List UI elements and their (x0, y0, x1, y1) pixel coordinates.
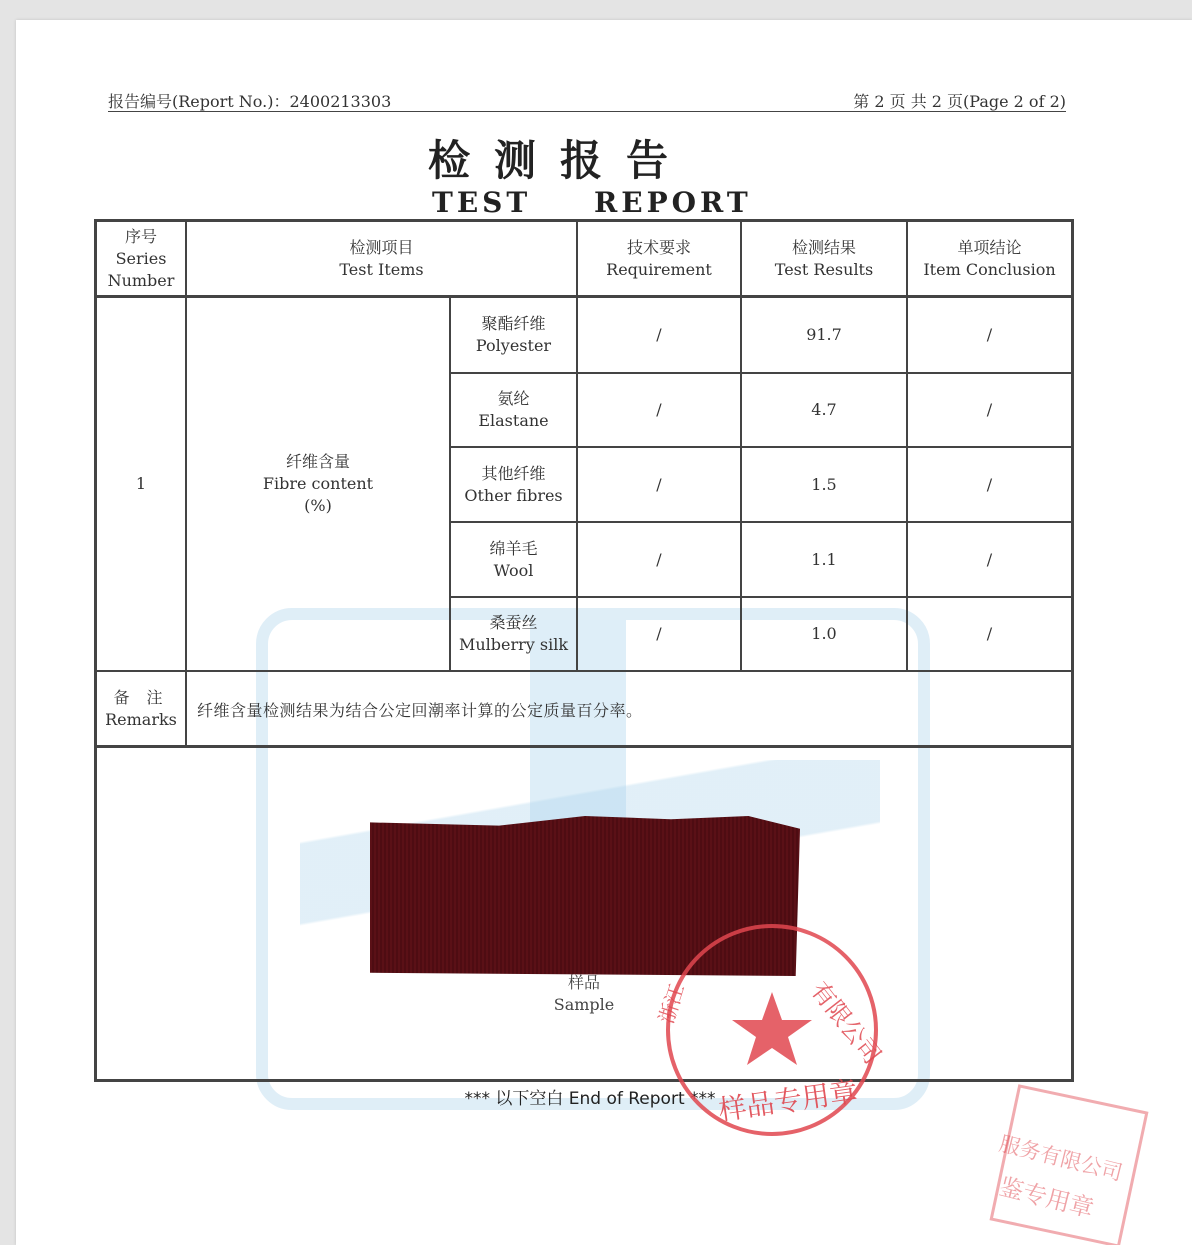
stamp-red-top-text: 有限公司 (805, 976, 887, 1070)
fibre-name-en: Polyester (475, 336, 552, 355)
fibre-name (451, 374, 576, 446)
fibre-name (451, 298, 576, 372)
header-series (97, 222, 185, 295)
header-conclusion (908, 222, 1071, 295)
fibre-name-cn: 氨纶 (497, 389, 530, 408)
header-items-en: Test Items (339, 259, 424, 279)
requirement-cell: / (656, 624, 662, 643)
fibre-name-cn: 桑蚕丝 (489, 613, 538, 632)
fibre-name-cn: 其他纤维 (481, 463, 546, 483)
fibre-name-en: Mulberry silk (458, 635, 569, 654)
requirement-cell: / (656, 474, 662, 494)
header-concl-cn: 单项结论 (957, 237, 1022, 257)
header-number-en: Number (107, 270, 175, 290)
remarks-label-cn: 备 注 (113, 687, 169, 707)
stamp-faint-top-text: 服务有限公司 (996, 1131, 1125, 1186)
fibre-name-cn: 聚酯纤维 (481, 314, 546, 333)
report-number: 报告编号(Report No.)：2400213303 (108, 92, 392, 111)
remarks-divider (94, 670, 1074, 672)
stamp-red-bottom-text: 样品专用章 (716, 1074, 860, 1127)
report-title-en-report: REPORT (594, 186, 752, 219)
sample-label-en: Sample (553, 995, 615, 1014)
conclusion-cell: / (986, 474, 993, 494)
sample-label (520, 972, 648, 1016)
result-cell: 1.0 (811, 624, 837, 643)
report-title-cn: 检测报告 (428, 136, 693, 185)
conclusion-cell: / (986, 400, 993, 419)
fibre-name (451, 523, 576, 596)
conclusion-cell: / (986, 325, 993, 344)
report-header (108, 87, 1066, 112)
end-of-report: *** 以下空白 End of Report *** (464, 1089, 716, 1109)
fibre-name-en: Wool (493, 560, 534, 580)
fibre-name-cn: 绵羊毛 (489, 538, 538, 558)
header-test-items (187, 222, 576, 295)
result-cell: 4.7 (811, 400, 837, 419)
fibre-name (451, 448, 576, 521)
requirement-cell: / (656, 549, 662, 569)
fibre-name (451, 598, 576, 670)
sample-divider (94, 745, 1074, 748)
header-test-results (742, 222, 906, 295)
header-items-cn: 检测项目 (349, 237, 414, 257)
result-cell: 91.7 (806, 325, 842, 344)
fibre-name-en: Other fibres (464, 485, 563, 505)
test-item-en: Fibre content (262, 474, 374, 493)
inspection-seal-stamp (992, 1092, 1142, 1242)
table-border-right (1071, 219, 1074, 1082)
sample-label-cn: 样品 (567, 973, 600, 992)
header-series-en: Series (115, 248, 167, 268)
header-requirement (578, 222, 740, 295)
table-border-bottom (94, 1079, 1074, 1082)
test-item-unit: (%) (304, 496, 332, 515)
header-concl-en: Item Conclusion (923, 259, 1056, 279)
requirement-cell: / (656, 325, 662, 344)
conclusion-cell: / (986, 624, 993, 643)
header-req-en: Requirement (606, 259, 712, 279)
sample-seal-stamp (653, 920, 890, 1140)
remarks-label-en: Remarks (105, 709, 177, 729)
stamp-red-left-text: 浙江 (653, 981, 690, 1027)
remarks-label (97, 672, 185, 745)
page-indicator: 第 2 页 共 2 页(Page 2 of 2) (853, 92, 1066, 111)
test-item-fibre-content (187, 298, 449, 670)
series-number-value: 1 (135, 474, 147, 493)
header-req-cn: 技术要求 (626, 237, 691, 257)
series-number (97, 298, 185, 670)
fibre-name-en: Elastane (478, 411, 549, 430)
result-cell: 1.5 (811, 474, 837, 494)
header-results-en: Test Results (774, 259, 874, 279)
requirement-cell: / (656, 400, 662, 419)
conclusion-cell: / (986, 549, 993, 569)
stamp-faint-bottom-text: 鉴专用章 (996, 1172, 1097, 1224)
remarks-text: 纤维含量检测结果为结合公定回潮率计算的公定质量百分率。 (197, 701, 643, 720)
test-item-cn: 纤维含量 (285, 452, 350, 471)
header-results-cn: 检测结果 (791, 237, 856, 257)
result-cell: 1.1 (811, 549, 837, 569)
report-title-en-test: TEST (432, 186, 532, 219)
header-series-cn: 序号 (124, 226, 157, 246)
